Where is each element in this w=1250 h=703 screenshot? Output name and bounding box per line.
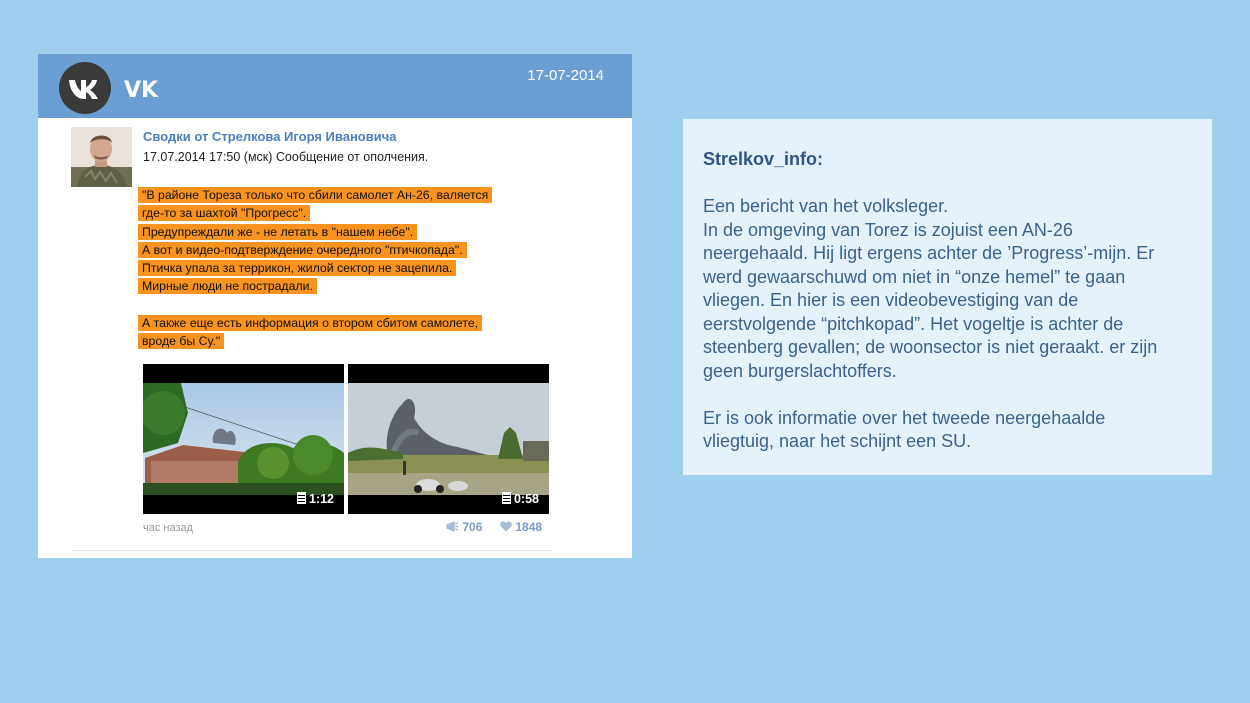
video-duration: 1:12 bbox=[297, 492, 334, 506]
divider bbox=[71, 550, 551, 551]
post-line: вроде бы Су." bbox=[138, 332, 538, 350]
translation-line: vliegtuig, naar het schijnt een SU. bbox=[703, 431, 972, 451]
post-author-link[interactable]: Сводки от Стрелкова Игоря Ивановича bbox=[143, 129, 397, 144]
heart-icon bbox=[500, 521, 512, 532]
vk-logo-glyph bbox=[68, 77, 102, 99]
video-thumbnail-2[interactable] bbox=[348, 364, 549, 514]
post-line: Предупреждали же - не летать в "нашем небе". bbox=[138, 223, 538, 241]
post-line: Птичка упала за террикон, жилой сектор не зацепила. bbox=[138, 259, 538, 277]
translation-line: steenberg gevallen; de woonsector is niet geraakt. er zijn bbox=[703, 337, 1158, 357]
avatar-image bbox=[71, 127, 132, 187]
vk-post-card bbox=[38, 54, 632, 558]
share-icon bbox=[446, 521, 459, 532]
post-meta: 17.07.2014 17:50 (мск) Сообщение от ополчения. bbox=[143, 150, 429, 164]
post-line: А вот и видео-подтверждение очередного "птичкопада". bbox=[138, 241, 538, 259]
translation-line: werd gewaarschuwd om niet in “onze hemel” te gaan bbox=[703, 266, 1126, 287]
post-time-ago[interactable]: час назад bbox=[143, 522, 194, 534]
video-duration: 0:58 bbox=[502, 492, 539, 506]
video-scene bbox=[143, 383, 344, 495]
vk-logo-icon[interactable] bbox=[59, 62, 111, 114]
translation-line: vliegen. En hier is een videobevestiging van de bbox=[703, 290, 1079, 310]
translation-body bbox=[703, 195, 1203, 454]
avatar[interactable] bbox=[71, 127, 132, 187]
translation-line: Er is ook informatie over het tweede neergehaalde bbox=[703, 407, 1106, 428]
video-scene bbox=[348, 383, 549, 495]
translation-line: eerstvolgende “pitchkopad”. Het vogeltje is achter de bbox=[703, 313, 1124, 334]
film-icon bbox=[297, 492, 306, 504]
translation-title: Strelkov_info: bbox=[703, 149, 824, 169]
post-line: "В районе Тореза только что сбили самолет Ан-26, валяется bbox=[138, 186, 538, 204]
like-count[interactable]: 1848 bbox=[500, 520, 542, 534]
post-date: 17-07-2014 bbox=[527, 67, 604, 84]
post-gap bbox=[138, 296, 538, 314]
post-line: Мирные люди не пострадали. bbox=[138, 277, 538, 295]
vk-brand-name: VK bbox=[124, 78, 159, 103]
post-text bbox=[138, 186, 538, 351]
translation-line: Een bericht van het volksleger. bbox=[703, 196, 949, 216]
post-line: где-то за шахтой "Прогресс". bbox=[138, 204, 538, 222]
video-thumbnail-1[interactable] bbox=[143, 364, 344, 514]
translation-panel bbox=[683, 119, 1212, 475]
share-count[interactable]: 706 bbox=[446, 520, 482, 534]
translation-line: geen burgerslachtoffers. bbox=[703, 360, 897, 381]
translation-line: neergehaald. Hij ligt ergens achter de ’Progress’-mijn. Er bbox=[703, 243, 1155, 263]
post-line: А также еще есть информация о втором сбитом самолете, bbox=[138, 314, 538, 332]
translation-line: In de omgeving van Torez is zojuist een AN-26 bbox=[703, 219, 1073, 240]
film-icon bbox=[502, 492, 511, 504]
vk-header bbox=[38, 54, 632, 118]
